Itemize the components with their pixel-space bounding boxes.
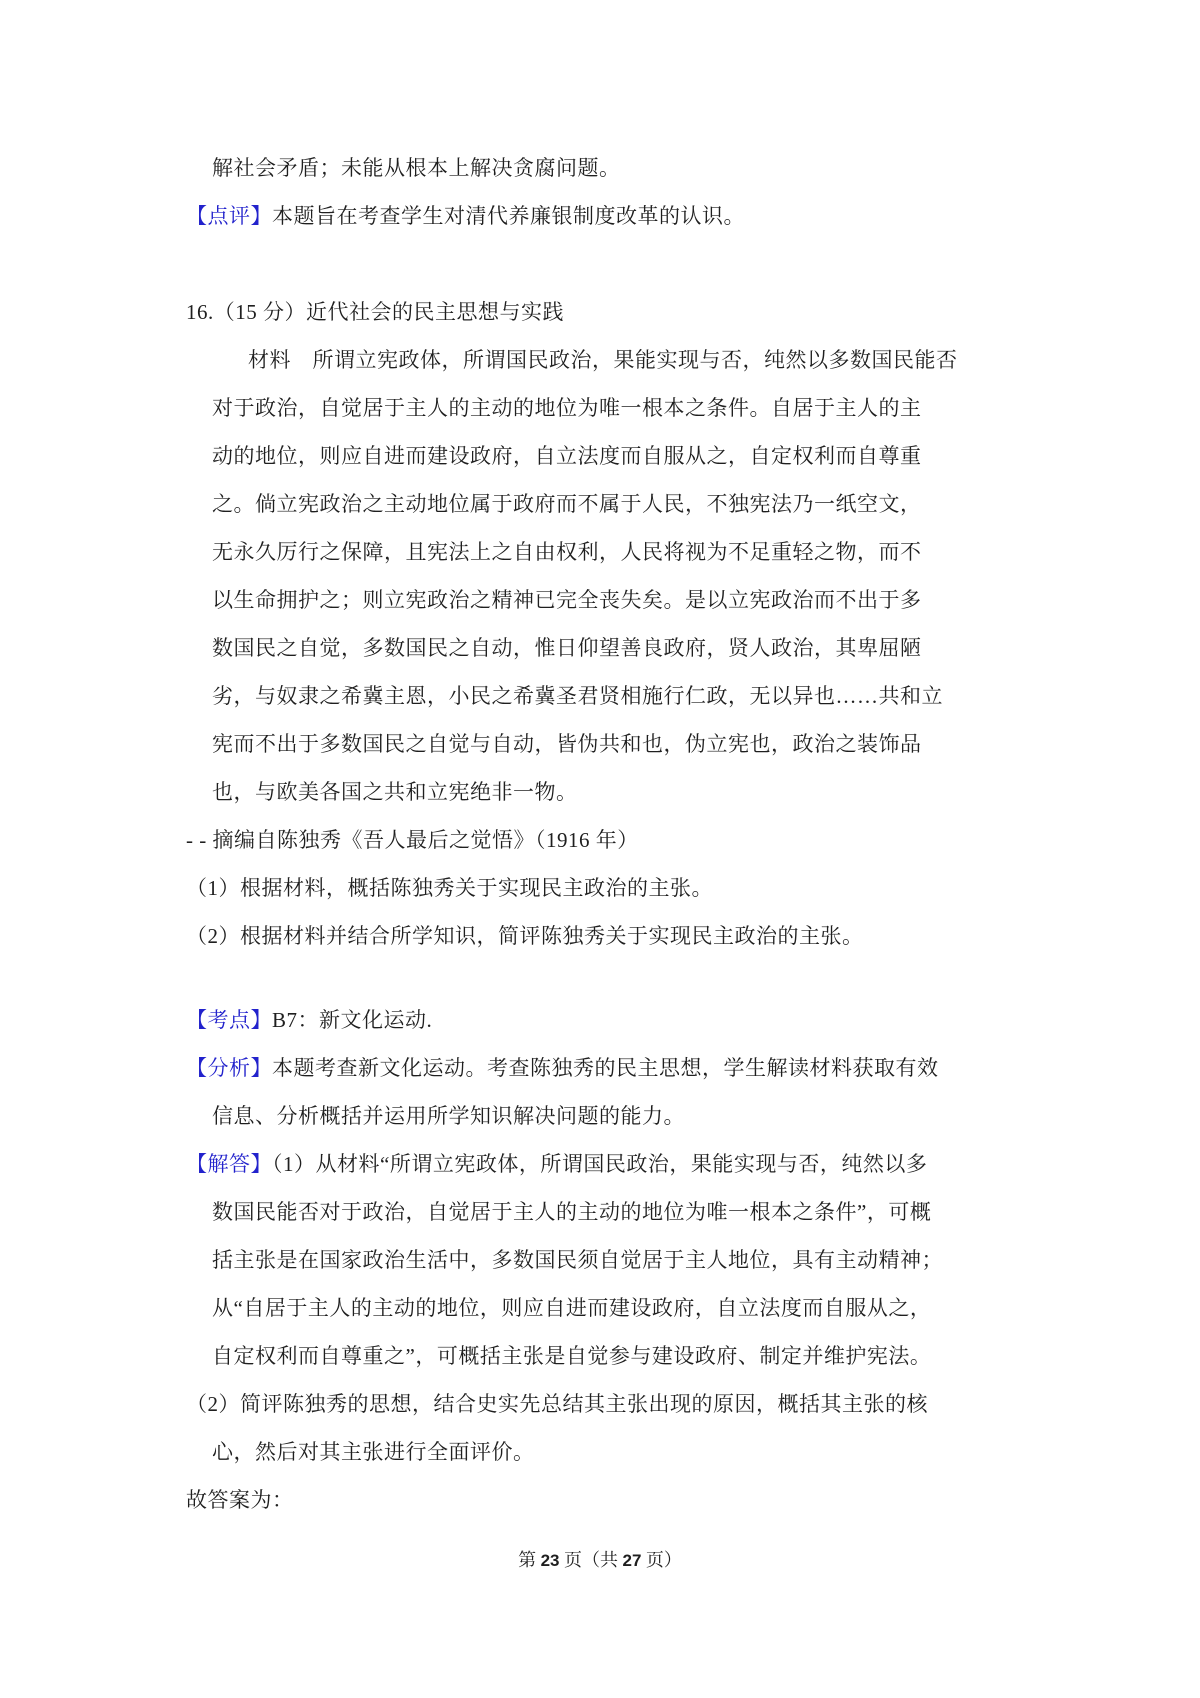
analysis-text: 本题考查新文化运动。考查陈独秀的民主思想，学生解读材料获取有效 — [272, 1056, 939, 1080]
answer-cont-line: 数国民能否对于政治，自觉居于主人的主动的地位为唯一根本之条件”，可概 — [212, 1200, 932, 1224]
analysis-line — [186, 1044, 1070, 1092]
comment-text: 本题旨在考查学生对清代养廉银制度改革的认识。 — [272, 204, 745, 228]
material-line: 宪而不出于多数国民之自觉与自动，皆伪共和也，伪立宪也，政治之装饰品 — [212, 732, 922, 756]
analysis-label: 【分析】 — [186, 1056, 272, 1080]
analysis-cont-line: 信息、分析概括并运用所学知识解决问题的能力。 — [212, 1104, 685, 1128]
answer-item2-line: （2）简评陈独秀的思想，结合史实先总结其主张出现的原因，概括其主张的核 — [186, 1392, 928, 1416]
exam-point-line — [186, 996, 1070, 1044]
material-line: 劣，与奴隶之希冀主恩，小民之希冀圣君贤相施行仁政，无以异也……共和立 — [212, 684, 943, 708]
question-heading: 16.（15 分）近代社会的民主思想与实践 — [186, 300, 564, 324]
material-line: 数国民之自觉，多数国民之自动，惟日仰望善良政府，贤人政治，其卑屈陋 — [212, 636, 922, 660]
material-line: 对于政治，自觉居于主人的主动的地位为唯一根本之条件。自居于主人的主 — [212, 396, 922, 420]
footer-page-number: 23 — [540, 1551, 560, 1570]
material-line: 材料 所谓立宪政体，所谓国民政治，果能实现与否，纯然以多数国民能否 — [248, 348, 958, 372]
footer-prefix: 第 — [518, 1550, 541, 1570]
conclusion-line: 故答案为： — [186, 1488, 294, 1512]
material-line: 之。倘立宪政治之主动地位属于政府而不属于人民，不独宪法乃一纸空文， — [212, 492, 922, 516]
sub-question-2: （2）根据材料并结合所学知识，简评陈独秀关于实现民主政治的主张。 — [186, 924, 864, 948]
blank-line — [186, 240, 1070, 288]
footer-middle: 页（共 — [559, 1550, 623, 1570]
material-line: 动的地位，则应自进而建设政府，自立法度而自服从之，自定权利而自尊重 — [212, 444, 922, 468]
footer-suffix: 页） — [641, 1550, 682, 1570]
answer-text: （1）从材料“所谓立宪政体，所谓国民政治，果能实现与否，纯然以多 — [272, 1152, 928, 1176]
section-gap — [186, 960, 1070, 996]
footer-total-pages: 27 — [622, 1551, 642, 1570]
answer-cont-line: 括主张是在国家政治生活中，多数国民须自觉居于主人地位，具有主动精神； — [212, 1248, 943, 1272]
answer-line — [186, 1140, 1070, 1188]
answer-item2-cont-line: 心，然后对其主张进行全面评价。 — [212, 1440, 535, 1464]
exam-point-text: B7：新文化运动. — [272, 1008, 433, 1032]
answer-cont-line: 从“自居于主人的主动的地位，则应自进而建设政府，自立法度而自服从之， — [212, 1296, 932, 1320]
prev-answer-tail-line: 解社会矛盾；未能从根本上解决贪腐问题。 — [212, 156, 621, 180]
source-attribution-line: - - 摘编自陈独秀《吾人最后之觉悟》（1916 年） — [186, 828, 639, 852]
answer-label: 【解答】 — [186, 1152, 272, 1176]
material-line: 以生命拥护之；则立宪政治之精神已完全丧失矣。是以立宪政治而不出于多 — [212, 588, 922, 612]
comment-label: 【点评】 — [186, 204, 272, 228]
material-line: 无永久厉行之保障，且宪法上之自由权利，人民将视为不足重轻之物，而不 — [212, 540, 922, 564]
exam-point-label: 【考点】 — [186, 1008, 272, 1032]
sub-question-1: （1）根据材料，概括陈独秀关于实现民主政治的主张。 — [186, 876, 713, 900]
material-line: 也，与欧美各国之共和立宪绝非一物。 — [212, 780, 578, 804]
page-footer — [0, 1536, 1200, 1584]
comment-line — [186, 192, 1070, 240]
document-body — [186, 144, 1070, 1524]
answer-cont-line: 自定权利而自尊重之”，可概括主张是自觉参与建设政府、制定并维护宪法。 — [212, 1344, 932, 1368]
